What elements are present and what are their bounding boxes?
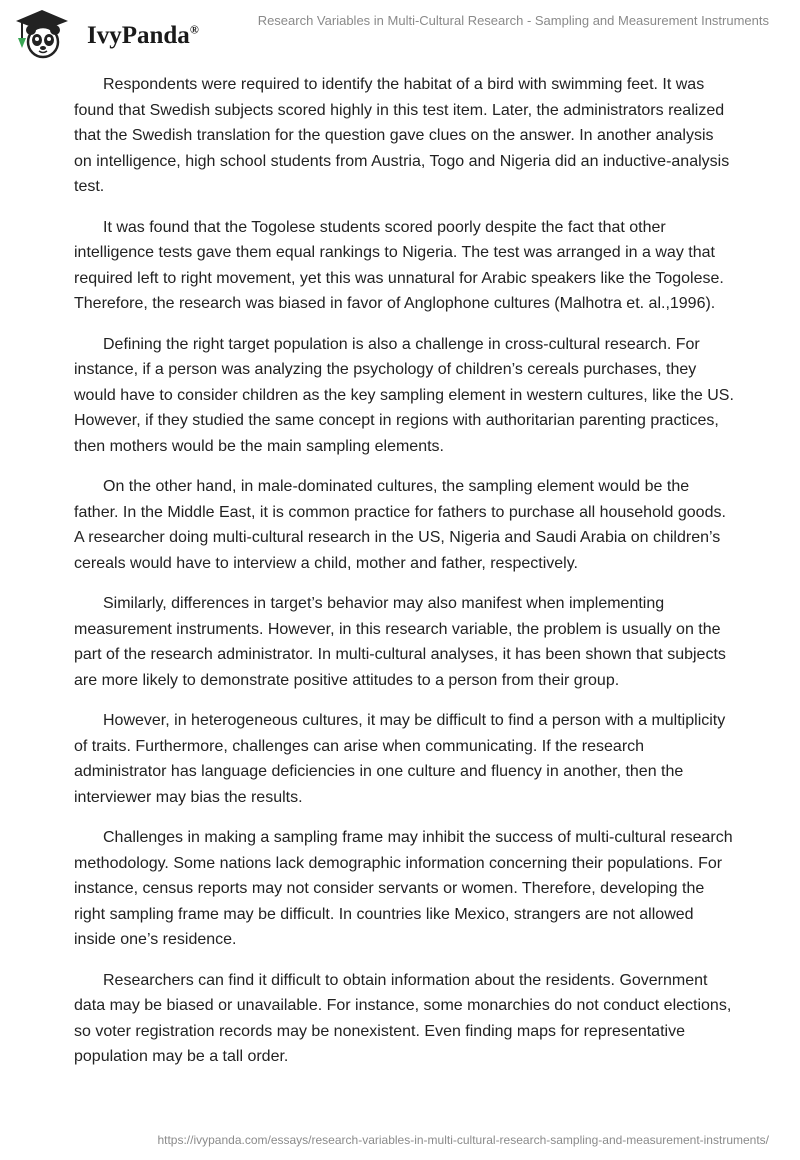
paragraph: Researchers can find it difficult to obtain information about the residents. Government data may be biased or unavailable. For instance, some monarchies do not conduct elections, so voter registration records may be nonexistent. Even finding maps for representative population may be a tall order. (74, 971, 732, 1065)
source-url[interactable]: https://ivypanda.com/essays/research-variables-in-multi-cultural-research-sampling-and-measurement-instruments/ (157, 1133, 769, 1147)
brand-name: IvyPanda® (87, 22, 199, 49)
paragraph: However, in heterogeneous cultures, it may be difficult to find a person with a multiplicity of traits. Furthermore, challenges can arise when communicating. If the research administrator has language deficiencies in one culture and fluency in another, then the interviewer may bias the results. (74, 712, 726, 806)
panda-graduate-icon (12, 8, 72, 60)
paragraph: Similarly, differences in target’s behavior may also manifest when implementing measurement instruments. However, in this research variable, the problem is usually on the part of the research administrator. In multi-cultural analyses, it has been shown that subjects are more likely to demonstrate positive attitudes to a person from their group. (74, 595, 726, 689)
paragraph: It was found that the Togolese students scored poorly despite the fact that other intelligence tests gave them equal rankings to Nigeria. The test was arranged in a way that required left to right movement, yet this was unnatural for Arabic speakers like the Togolese. Therefore, the research was biased in favor of Anglophone cultures (Malhotra et. al.,1996). (74, 218, 724, 312)
paragraph: Challenges in making a sampling frame may inhibit the success of multi-cultural research methodology. Some nations lack demographic information concerning their populations. For instance, census reports may not consider servants or women. Therefore, developing the right sampling frame may be difficult. In countries like Mexico, strangers are not allowed inside one’s residence. (74, 829, 733, 948)
essay-body (74, 72, 734, 1085)
paragraph: On the other hand, in male-dominated cultures, the sampling element would be the father. In the Middle East, it is common practice for fathers to purchase all household goods. A researcher doing multi-cultural research in the US, Nigeria and Saudi Arabia on children’s cereals would have to interview a child, mother and father, respectively. (74, 478, 726, 572)
paragraph: Defining the right target population is also a challenge in cross-cultural research. For instance, if a person was analyzing the psychology of children’s cereals purchases, they would have to consider children as the key sampling element in western cultures, like the US. However, if they studied the same concept in regions with authoritarian parenting practices, then mothers would be the main sampling elements. (74, 335, 734, 455)
paragraph: Respondents were required to identify the habitat of a bird with swimming feet. It was found that Swedish subjects scored highly in this test item. Later, the administrators realized that the Swedish translation for the question gave clues on the answer. In another analysis on intelligence, high school students from Austria, Togo and Nigeria did an inductive-analysis test. (74, 76, 730, 195)
brand-logo[interactable] (12, 8, 202, 60)
document-title: Research Variables in Multi-Cultural Research - Sampling and Measurement Instruments (257, 13, 769, 28)
